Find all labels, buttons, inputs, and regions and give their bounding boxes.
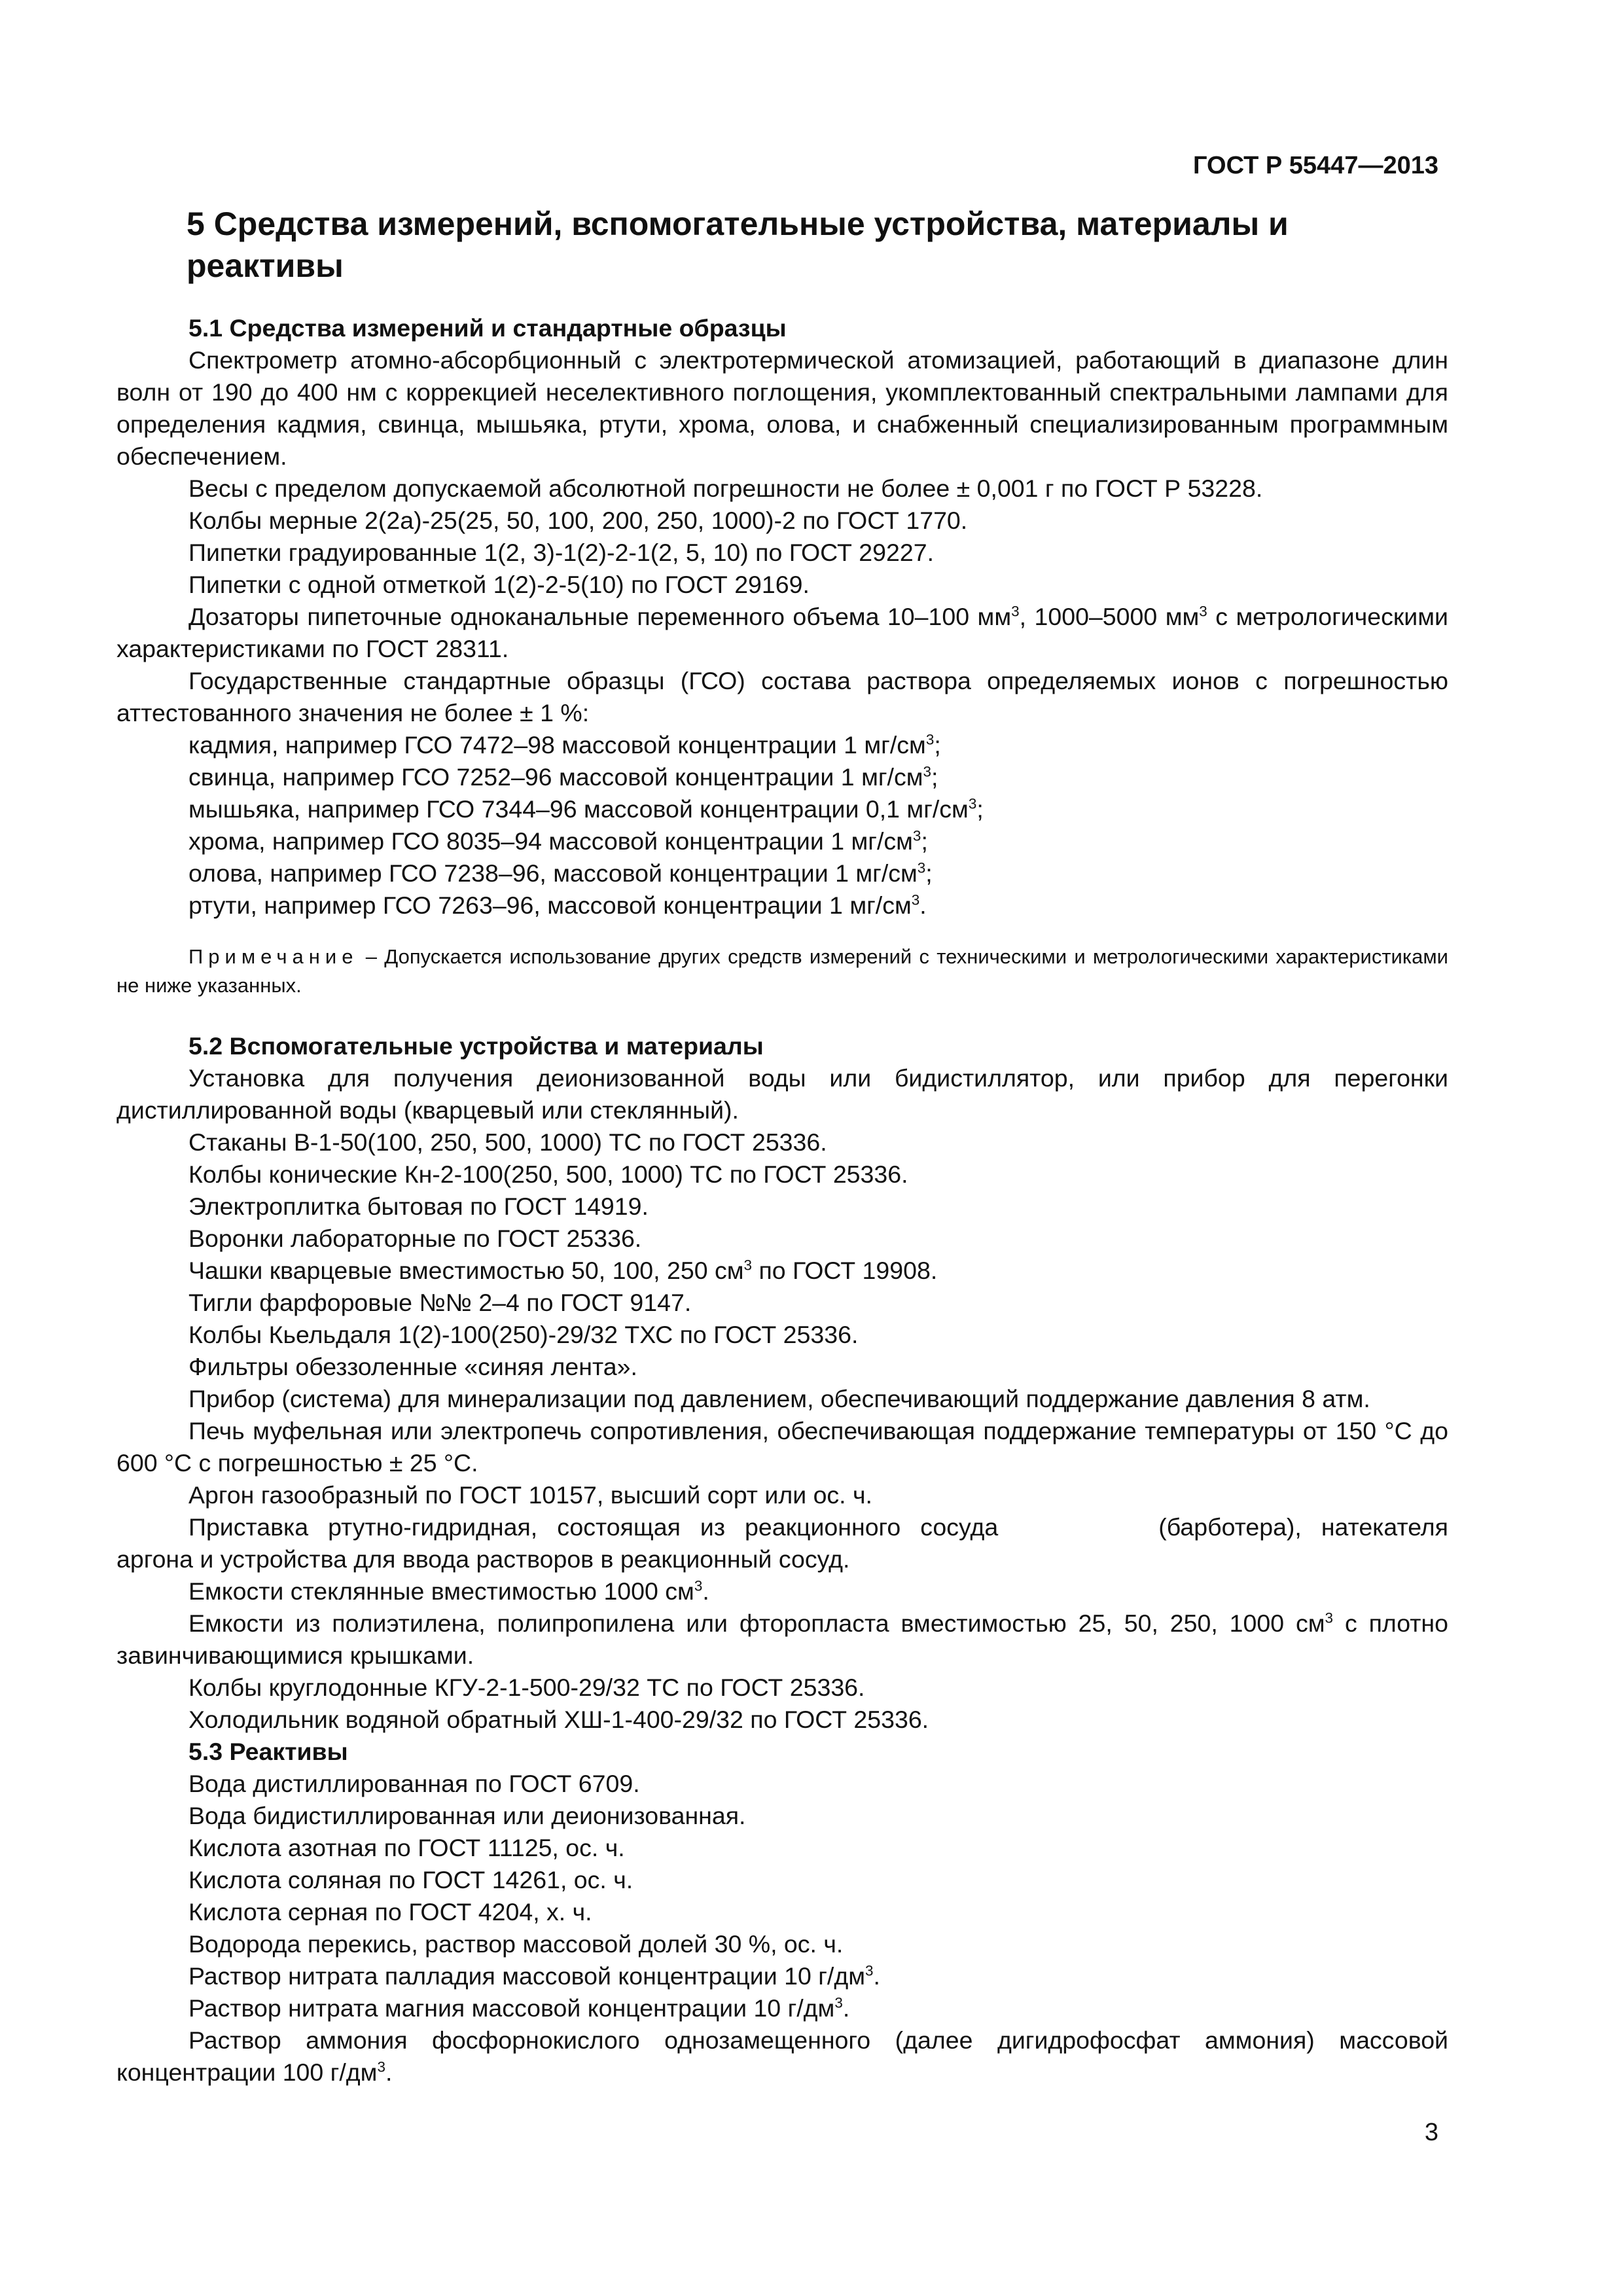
text-run: с плотно завинчивающимися крышками. xyxy=(116,1609,1448,1669)
paragraph: Колбы конические Кн-2-100(250, 500, 1000) ТС по ГОСТ 25336. xyxy=(188,1160,908,1188)
text-run: Емкости из полиэтилена, полипропилена или фторопласта вместимостью 25, 50, 250, 1000 см xyxy=(188,1609,1325,1637)
standard-designation: ГОСТ Р 55447—2013 xyxy=(1193,152,1438,179)
note xyxy=(116,942,1448,1000)
superscript: 3 xyxy=(925,731,935,748)
paragraph: Кислота соляная по ГОСТ 14261, ос. ч. xyxy=(188,1866,633,1893)
superscript: 3 xyxy=(911,891,920,908)
superscript: 3 xyxy=(834,1994,843,2011)
text-run: Дозаторы пипеточные одноканальные переменного объема 10–100 мм xyxy=(188,603,1012,630)
text-run: кадмия, например ГСО 7472–98 массовой концентрации 1 мг/см xyxy=(188,731,926,759)
superscript: 3 xyxy=(377,2058,385,2075)
superscript: 3 xyxy=(968,795,977,812)
text-run: (барботера), натекателя аргона и устройства для ввода растворов в реакционный сосуд. xyxy=(116,1513,1448,1573)
paragraph: Вода бидистиллированная или деионизованная. xyxy=(188,1802,746,1829)
paragraph: Установка для получения деионизованной воды или бидистиллятор, или прибор для перегонки дистиллированной воды (кварцевый или стеклянный). xyxy=(116,1064,1448,1124)
superscript: 3 xyxy=(743,1257,753,1274)
section-5-1-title: 5.1 Средства измерений и стандартные образцы xyxy=(188,314,787,342)
text-run: Раствор нитрата палладия массовой концентрации 10 г/дм xyxy=(188,1962,865,1990)
text-run: . xyxy=(385,2058,393,2086)
text-run: свинца, например ГСО 7252–96 массовой концентрации 1 мг/см xyxy=(188,763,923,791)
paragraph: Печь муфельная или электропечь сопротивления, обеспечивающая поддержание температуры от 150 °С до 600 °С с погрешностью ± 25 °С. xyxy=(116,1417,1448,1477)
note-text: – Допускается использование других средств измерений с техническими и метрологическими характеристиками не ниже указанных. xyxy=(116,945,1448,997)
paragraph: Государственные стандартные образцы (ГСО) состава раствора определяемых ионов с погрешностью аттестованного значения не более ± 1 %: xyxy=(116,667,1448,726)
section-5-2 xyxy=(116,1030,1448,2089)
section-5-2-title: 5.2 Вспомогательные устройства и материалы xyxy=(188,1032,764,1060)
text-run: ; xyxy=(925,859,933,887)
paragraph: Стаканы В-1-50(100, 250, 500, 1000) ТС по ГОСТ 25336. xyxy=(188,1128,827,1156)
paragraph: Колбы Кьельдаля 1(2)-100(250)-29/32 ТХС по ГОСТ 25336. xyxy=(188,1321,859,1348)
text-run: Чашки кварцевые вместимостью 50, 100, 250 см xyxy=(188,1257,744,1284)
page-number: 3 xyxy=(1424,2119,1438,2146)
paragraph xyxy=(116,1575,1448,1607)
paragraph: Прибор (система) для минерализации под давлением, обеспечивающий поддержание давления 8 атм. xyxy=(188,1385,1370,1412)
note-label: Примечание xyxy=(188,945,359,968)
text-run: ртути, например ГСО 7263–96, массовой концентрации 1 мг/см xyxy=(188,891,912,919)
text-run: мышьяка, например ГСО 7344–96 массовой концентрации 0,1 мг/см xyxy=(188,795,969,823)
superscript: 3 xyxy=(912,827,921,844)
paragraph: Вода дистиллированная по ГОСТ 6709. xyxy=(188,1770,640,1797)
text-run: Раствор аммония фосфорнокислого однозамещенного (далее дигидрофосфат аммония) массовой концентрации 100 г/дм xyxy=(116,2026,1448,2086)
paragraph: Воронки лабораторные по ГОСТ 25336. xyxy=(188,1225,642,1252)
paragraph xyxy=(116,1607,1448,1672)
gso-list xyxy=(116,729,1448,922)
text-run: . xyxy=(873,1962,880,1990)
superscript: 3 xyxy=(865,1962,874,1979)
gso-list-item xyxy=(116,889,1448,922)
text-run: . xyxy=(842,1994,850,2022)
gso-list-item xyxy=(116,793,1448,825)
superscript: 3 xyxy=(923,763,931,780)
paragraph xyxy=(116,1511,1448,1575)
paragraph xyxy=(116,1992,1448,2024)
gso-list-item xyxy=(116,729,1448,761)
section-5-title: 5 Средства измерений, вспомогательные устройства, материалы и реактивы xyxy=(187,206,1289,284)
text-run: ; xyxy=(976,795,984,823)
paragraph xyxy=(116,1255,1448,1287)
paragraph: Кислота серная по ГОСТ 4204, х. ч. xyxy=(188,1898,592,1926)
text-run: Емкости стеклянные вместимостью 1000 см xyxy=(188,1577,694,1605)
paragraph: Весы с пределом допускаемой абсолютной погрешности не более ± 0,001 г по ГОСТ Р 53228. xyxy=(188,475,1263,502)
text-run: Раствор нитрата магния массовой концентрации 10 г/дм xyxy=(188,1994,835,2022)
text-run: по ГОСТ 19908. xyxy=(752,1257,938,1284)
paragraph: Пипетки градуированные 1(2, 3)-1(2)-2-1(2, 5, 10) по ГОСТ 29227. xyxy=(188,539,934,566)
superscript: 3 xyxy=(1199,603,1207,620)
paragraph: Колбы мерные 2(2а)-25(25, 50, 100, 200, 250, 1000)-2 по ГОСТ 1770. xyxy=(188,507,968,534)
text-run: . xyxy=(919,891,927,919)
gso-list-item xyxy=(116,857,1448,889)
gso-list-item xyxy=(116,825,1448,857)
paragraph: Холодильник водяной обратный ХШ-1-400-29/32 по ГОСТ 25336. xyxy=(188,1706,929,1733)
text-run: , 1000–5000 мм xyxy=(1019,603,1200,630)
text-run: ; xyxy=(931,763,938,791)
superscript: 3 xyxy=(694,1577,703,1594)
superscript: 3 xyxy=(1325,1609,1334,1626)
paragraph xyxy=(116,2024,1448,2089)
paragraph: Электроплитка бытовая по ГОСТ 14919. xyxy=(188,1193,649,1220)
text-run: Приставка ртутно-гидридная, состоящая из реакционного сосуда xyxy=(188,1513,999,1541)
paragraph: Фильтры обеззоленные «синяя лента». xyxy=(188,1353,637,1380)
paragraph xyxy=(116,1960,1448,1992)
section-5-3-title: 5.3 Реактивы xyxy=(188,1738,348,1765)
paragraph xyxy=(116,601,1448,665)
text-run: хрома, например ГСО 8035–94 массовой концентрации 1 мг/см xyxy=(188,827,913,855)
text-run: ; xyxy=(934,731,941,759)
text-run: с метрологическими характеристиками по ГОСТ 28311. xyxy=(116,603,1448,662)
paragraph: Пипетки с одной отметкой 1(2)-2-5(10) по ГОСТ 29169. xyxy=(188,571,810,598)
section-5-1 xyxy=(116,312,1448,922)
text-run: олова, например ГСО 7238–96, массовой концентрации 1 мг/см xyxy=(188,859,918,887)
paragraph: Тигли фарфоровые №№ 2–4 по ГОСТ 9147. xyxy=(188,1289,692,1316)
paragraph: Колбы круглодонные КГУ-2-1-500-29/32 ТС по ГОСТ 25336. xyxy=(188,1674,865,1701)
superscript: 3 xyxy=(917,859,926,876)
paragraph: Кислота азотная по ГОСТ 11125, ос. ч. xyxy=(188,1834,625,1861)
text-run: . xyxy=(702,1577,709,1605)
gso-list-item xyxy=(116,761,1448,793)
text-run: ; xyxy=(921,827,928,855)
paragraph: Аргон газообразный по ГОСТ 10157, высший сорт или ос. ч. xyxy=(188,1481,872,1509)
superscript: 3 xyxy=(1011,603,1020,620)
paragraph: Водорода перекись, раствор массовой долей 30 %, ос. ч. xyxy=(188,1930,844,1958)
paragraph: Спектрометр атомно-абсорбционный с электротермической атомизацией, работающий в диапазоне длин волн от 190 до 400 нм с коррекцией неселективного поглощения, укомплектованный спектральными лампами для определения кадмия, свинца, мышьяка, ртути, хрома, олова, и снабженный специализированным программным обеспечением. xyxy=(116,346,1448,470)
